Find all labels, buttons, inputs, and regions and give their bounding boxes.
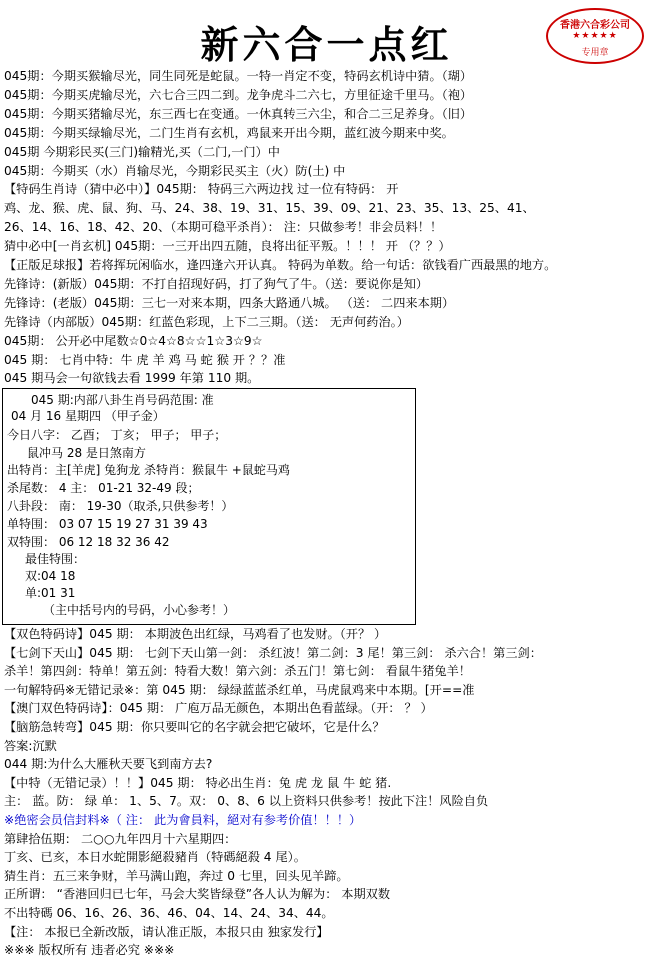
box-best-dan: 单:01 31 (25, 586, 76, 600)
page-title: 新六合一点红 (200, 22, 453, 67)
text-line: 猜生肖：五三来争财，羊马满山跑，奔过 0 七里，回头见羊蹄。 (4, 868, 349, 883)
text-line: 一句解特码※无错记录※：第 045 期： 绿绿蓝蓝杀红单，马虎鼠鸡来中本期。[开==准 (4, 682, 475, 697)
box-shuang: 双特围： 06 12 18 32 36 42 (7, 535, 170, 549)
text-line: 不出特碼 06、16、26、36、46、04、14、24、34、44。 (4, 906, 334, 920)
text-line: 045期：今期买绿输尽光，二门生肖有玄机，鸡鼠来开出今期，蓝红波今期来中奖。 (4, 125, 454, 140)
box-chute: 出特肖：主[羊虎] 兔狗龙 杀特肖：猴鼠牛 +鼠蛇马鸡 (7, 463, 290, 477)
bagua-info-box (2, 388, 416, 625)
seal-line2: 专用章 (581, 48, 609, 58)
seal-line1: 香港六合彩公司 (560, 20, 630, 31)
text-line: 045期： 公开必中尾数☆0☆4☆8☆☆1☆3☆9☆ (4, 333, 263, 348)
text-line: 答案:沉默 (4, 738, 57, 753)
seal-stars: ★★★★★ (572, 31, 618, 41)
text-line: 【注： 本报已全新改版，请认准正版，本报只由 独家发行】 (4, 924, 329, 939)
text-line: 045 期： 七肖中特：牛 虎 羊 鸡 马 蛇 猴 开 ？？准 (4, 352, 286, 367)
text-line: 第肆拾伍期： 二○○九年四月十六星期四： (4, 831, 237, 846)
text-line: 045期：今期买猴输尽光，同生同死是蛇鼠。一特一肖定不变，特码玄机诗中猜。（瑚） (4, 69, 473, 83)
text-line: ※※※ 版权所有 违者必究 ※※※ (4, 943, 175, 958)
box-best: 最佳特围： (25, 552, 86, 566)
text-line: 【澳门双色特码诗】：045 期： 广庖万品无颜色，本期出色看蓝绿。（开： ？ ） (4, 701, 433, 716)
text-line: 045 期马会一句欲钱去看 1999 年第 110 期。 (4, 371, 260, 386)
box-note: （主中括号内的号码，小心参考！） (43, 603, 236, 617)
text-line: 044 期:为什么大雁秋天要飞到南方去? (4, 757, 213, 772)
text-line: 主： 蓝。防： 绿 单： 1、5、7。双： 0、8、6 以上资料只供参考！按此下注！风险自负 (4, 794, 489, 809)
text-line: 045期：今期买猪输尽光，东三西七在变通。一休真转三六尘，和合二三足养身。（旧） (4, 106, 473, 121)
text-line: 【脑筋急转弯】045 期：你只要叫它的名字就会把它破坏，它是什么？ (4, 720, 385, 734)
box-shawei: 杀尾数： 4 主： 01-21 32-49 段； (7, 481, 200, 495)
text-line: 【双色特码诗】045 期： 本期波色出红绿，马鸡看了也发财。（开？ ） (4, 627, 387, 641)
text-line: 猜中必中[一肖玄机] 045期：一三开出四五随，良将出征平叛。！！！ 开 （？？） (4, 239, 451, 254)
box-header: 045 期:内部八卦生肖号码范围: 准 (31, 393, 214, 407)
text-line: 26、14、16、18、42、20、（本期可稳平杀肖）： 注：只做参考！非会员料！！ (4, 220, 443, 235)
text-line: 先锋诗（内部版）045期：红蓝色彩现，上下二三期。（送： 无声何药治。） (4, 314, 409, 329)
box-date: 04 月 16 星期四 （甲子金） (11, 409, 165, 423)
text-line: 鸡、龙、猴、虎、鼠、狗、马、24、38、19、31、15、39、09、21、23、35、13、25、41、 (4, 201, 535, 216)
text-line: 045期 今期彩民买(三门)输精光,买（二门,一门）中 (4, 144, 280, 159)
text-line: 先锋诗：(老版）045期：三七一对来本期，四条大路通八城。 （送： 二四来本期） (4, 295, 455, 310)
text-line: 【中特（无错记录）！！】045 期： 特必出生肖：兔 虎 龙 鼠 牛 蛇 猪. (4, 775, 392, 790)
box-dan: 单特围： 03 07 15 19 27 31 39 43 (7, 517, 208, 531)
text-line: 045期：今期买虎输尽光，六七合三四二到。龙争虎斗二六七，方里征途千里马。（袍） (4, 87, 473, 102)
text-line: 杀羊！第四剑：特单！第五剑：特看大数！第六剑：杀五门！第七剑： 看鼠牛猪兔羊！ (4, 664, 471, 679)
box-chong: 鼠冲马 28 是日煞南方 (27, 446, 146, 460)
text-line: ※绝密会员信封料※（ 注： 此为會員料，絕对有参考价值！！！） (4, 813, 362, 827)
text-line: 【七剑下天山】045 期： 七剑下天山第一剑： 杀红波！第二剑：3 尾！第三剑： 杀六合！第三剑： (4, 645, 542, 660)
box-best-shuang: 双:04 18 (25, 569, 76, 583)
text-line: 先锋诗：(新版）045期：不打自招现好码，打了狗气了牛。（送：要说你是知） (4, 276, 429, 291)
company-seal (546, 8, 644, 64)
text-line: 045期：今期买（水）肖输尽光，今期彩民买主（火）防(土) 中 (4, 163, 346, 178)
box-bazi: 今日八字： 乙酉； 丁亥； 甲子； 甲子； (7, 428, 227, 442)
box-bagua: 八卦段： 南： 19-30（取杀,只供参考！） (7, 499, 234, 513)
text-line: 【特码生肖诗（猜中必中）】045期： 特码三六两边找 过一位有特码： 开 (4, 182, 399, 197)
text-line: 【正版足球报】若将挥玩闲临水，逢四逢六开认真。 特码为单数。给一句话：欲钱看广西最黑的地方。 (4, 258, 557, 272)
text-line: 正所谓： “香港回归已七年，马会大奖皆绿登”各人认为解为： 本期双数 (4, 887, 391, 902)
text-line: 丁亥、已亥，本日水蛇開影絕殺豬肖（特碼絕殺 4 尾）。 (4, 850, 306, 865)
